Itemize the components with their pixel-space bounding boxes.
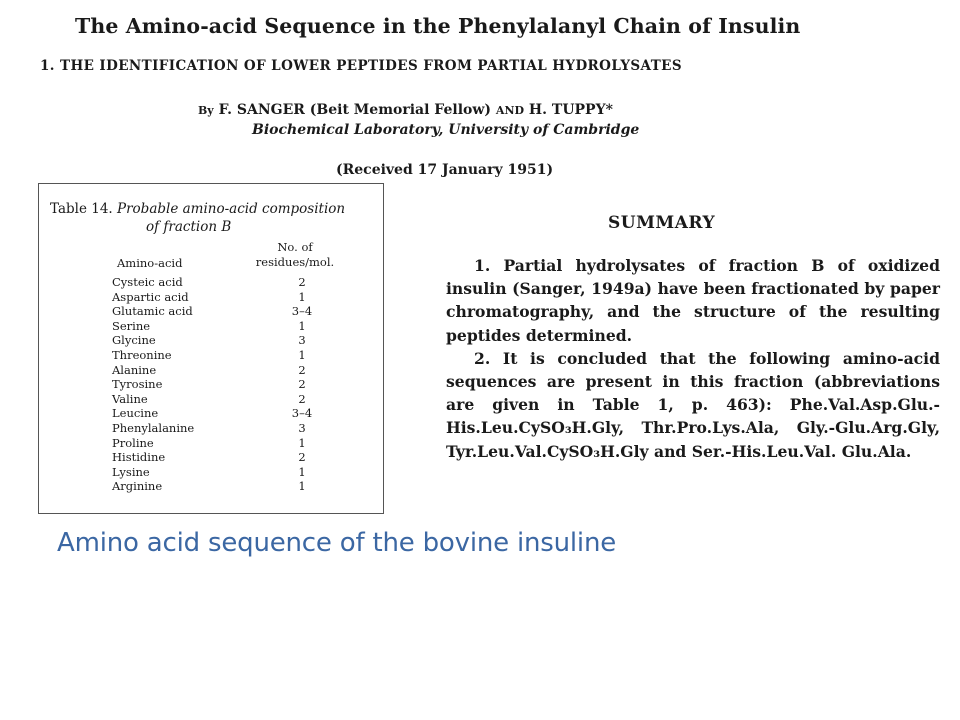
column-header-residues-line1: No. of	[277, 240, 313, 254]
residue-count: 3	[298, 420, 306, 435]
amino-acid-name: Alanine	[112, 362, 157, 377]
residue-count: 3	[298, 333, 306, 348]
received-date: (Received 17 January 1951)	[336, 162, 554, 178]
paper-title: The Amino-acid Sequence in the Phenylalanyl Chain of Insulin	[75, 14, 801, 38]
column-header-residues-line2: residues/mol.	[255, 255, 335, 269]
residue-count: 2	[298, 362, 306, 377]
authors-and: AND	[495, 104, 525, 117]
column-header-residues	[249, 240, 341, 270]
paper-subtitle: 1. THE IDENTIFICATION OF LOWER PEPTIDES FROM PARTIAL HYDROLYSATES	[40, 58, 682, 74]
table-row	[112, 290, 372, 305]
table-caption-line2: of fraction B	[146, 219, 232, 235]
amino-acid-name: Threonine	[112, 347, 172, 362]
table-row	[112, 304, 372, 319]
table-row	[112, 392, 372, 407]
residue-count: 1	[298, 289, 306, 304]
residue-count: 3–4	[291, 304, 313, 319]
amino-acid-name: Phenylalanine	[112, 420, 195, 435]
table-row	[112, 319, 372, 334]
residue-count: 1	[298, 479, 306, 494]
amino-acid-name: Aspartic acid	[112, 289, 189, 304]
summary-paragraph-1: 1. Partial hydrolysates of fraction B of oxidized insulin (Sanger, 1949a) have been fractionated by paper chromatography, and the structure of the resulting peptides determined.	[446, 256, 940, 345]
table-row	[112, 377, 372, 392]
table-row	[112, 465, 372, 480]
table-caption	[50, 200, 380, 236]
affiliation: Biochemical Laboratory, University of Cambridge	[252, 122, 640, 138]
table-body	[112, 275, 372, 494]
amino-acid-name: Histidine	[112, 450, 166, 465]
author-tuppy: H. TUPPY*	[528, 102, 613, 118]
table-row	[112, 436, 372, 451]
amino-acid-name: Glycine	[112, 333, 156, 348]
residue-count: 1	[298, 435, 306, 450]
residue-count: 1	[298, 347, 306, 362]
residue-count: 1	[298, 464, 306, 479]
amino-acid-name: Valine	[112, 391, 148, 406]
author-line	[198, 102, 738, 118]
amino-acid-name: Arginine	[112, 479, 163, 494]
residue-count: 1	[298, 318, 306, 333]
author-sanger: F. SANGER (Beit Memorial Fellow)	[218, 102, 492, 118]
column-header-amino-acid: Amino-acid	[117, 256, 183, 270]
slide-caption: Amino acid sequence of the bovine insuline	[57, 528, 617, 558]
summary-body	[446, 254, 940, 463]
table-row	[112, 275, 372, 290]
table-row	[112, 450, 372, 465]
residue-count: 2	[298, 450, 306, 465]
amino-acid-name: Serine	[112, 318, 151, 333]
residue-count: 2	[298, 391, 306, 406]
amino-acid-name: Cysteic acid	[112, 275, 183, 289]
amino-acid-name: Lysine	[112, 464, 150, 479]
table-row	[112, 479, 372, 494]
amino-acid-name: Leucine	[112, 406, 159, 421]
table-row	[112, 333, 372, 348]
table-label: Table 14.	[50, 201, 113, 217]
amino-acid-table	[38, 183, 384, 514]
residue-count: 3–4	[291, 406, 313, 421]
authors-by: By	[198, 104, 214, 117]
residue-count: 2	[298, 275, 306, 289]
table-row	[112, 406, 372, 421]
table-row	[112, 363, 372, 378]
table-row	[112, 421, 372, 436]
table-caption-line1: Probable amino-acid composition	[117, 201, 346, 217]
summary-heading: SUMMARY	[608, 213, 716, 233]
amino-acid-name: Tyrosine	[112, 377, 163, 392]
table-row	[112, 348, 372, 363]
residue-count: 2	[298, 377, 306, 392]
summary-paragraph-2: 2. It is concluded that the following amino-acid sequences are present in this fraction (abbreviations are given in Table 1, p. 463): Phe.Val.Asp.Glu.-His.Leu.CySO₃H.Gly, Thr.Pro.Lys.Ala, Gly.-Glu.Arg.Gly, Tyr.Leu.Val.CySO₃H.Gly and Ser.-His.Leu.Val. Glu.Ala.	[446, 348, 940, 461]
amino-acid-name: Proline	[112, 435, 154, 450]
amino-acid-name: Glutamic acid	[112, 304, 193, 319]
